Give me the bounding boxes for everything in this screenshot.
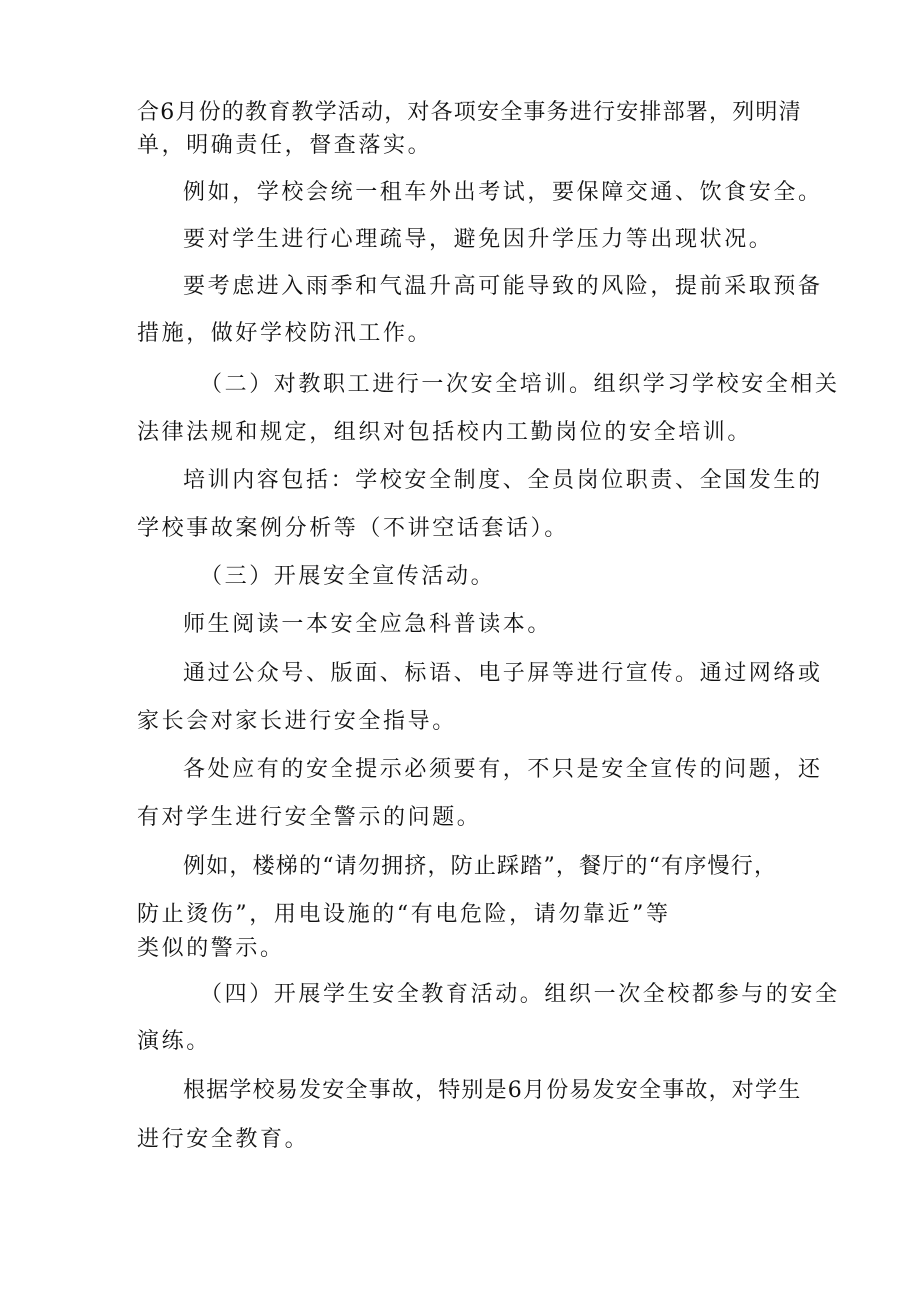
paragraph-line: 法律法规和规定，组织对包括校内工勤岗位的安全培训。 bbox=[137, 420, 753, 445]
paragraph-line: 单，明确责任，督查落实。 bbox=[137, 133, 433, 158]
paragraph-line: 防止烫伤”，用电设施的“有电危险，请勿靠近”等 bbox=[137, 902, 671, 927]
paragraph-line: 类似的警示。 bbox=[137, 936, 285, 961]
section-heading-line: （二）对教职工进行一次安全培训。组织学习学校安全相关 bbox=[200, 372, 840, 397]
paragraph-line: 进行安全教育。 bbox=[137, 1127, 310, 1152]
paragraph-line: 措施，做好学校防汛工作。 bbox=[137, 321, 433, 346]
paragraph-line: 要对学生进行心理疏导，避免因升学压力等出现状况。 bbox=[183, 227, 774, 252]
paragraph-line: 合6月份的教育教学活动，对各项安全事务进行安排部署，列明清 bbox=[137, 100, 802, 125]
paragraph-line: 通过公众号、版面、标语、电子屏等进行宣传。通过网络或 bbox=[183, 661, 823, 686]
paragraph-line: 演练。 bbox=[137, 1029, 211, 1054]
paragraph-line: 根据学校易发安全事故，特别是6月份易发安全事故，对学生 bbox=[183, 1078, 802, 1103]
section-heading-line: （四）开展学生安全教育活动。组织一次全校都参与的安全 bbox=[200, 982, 840, 1007]
paragraph-line: 有对学生进行安全警示的问题。 bbox=[137, 805, 482, 830]
paragraph-line: 培训内容包括：学校安全制度、全员岗位职责、全国发生的 bbox=[183, 468, 823, 493]
section-heading-line: （三）开展安全宣传活动。 bbox=[200, 564, 496, 589]
paragraph-line: 要考虑进入雨季和气温升高可能导致的风险，提前采取预备 bbox=[183, 274, 823, 299]
paragraph-line: 例如，学校会统一租车外出考试，要保障交通、饮食安全。 bbox=[183, 180, 823, 205]
paragraph-line: 家长会对家长进行安全指导。 bbox=[137, 709, 457, 734]
paragraph-line: 师生阅读一本安全应急科普读本。 bbox=[183, 612, 553, 637]
paragraph-line: 各处应有的安全提示必须要有，不只是安全宣传的问题，还 bbox=[183, 757, 823, 782]
paragraph-line: 学校事故案例分析等（不讲空话套话）。 bbox=[137, 516, 569, 541]
paragraph-line: 例如，楼梯的“请勿拥挤，防止踩踏”，餐厅的“有序慢行， bbox=[183, 854, 778, 879]
